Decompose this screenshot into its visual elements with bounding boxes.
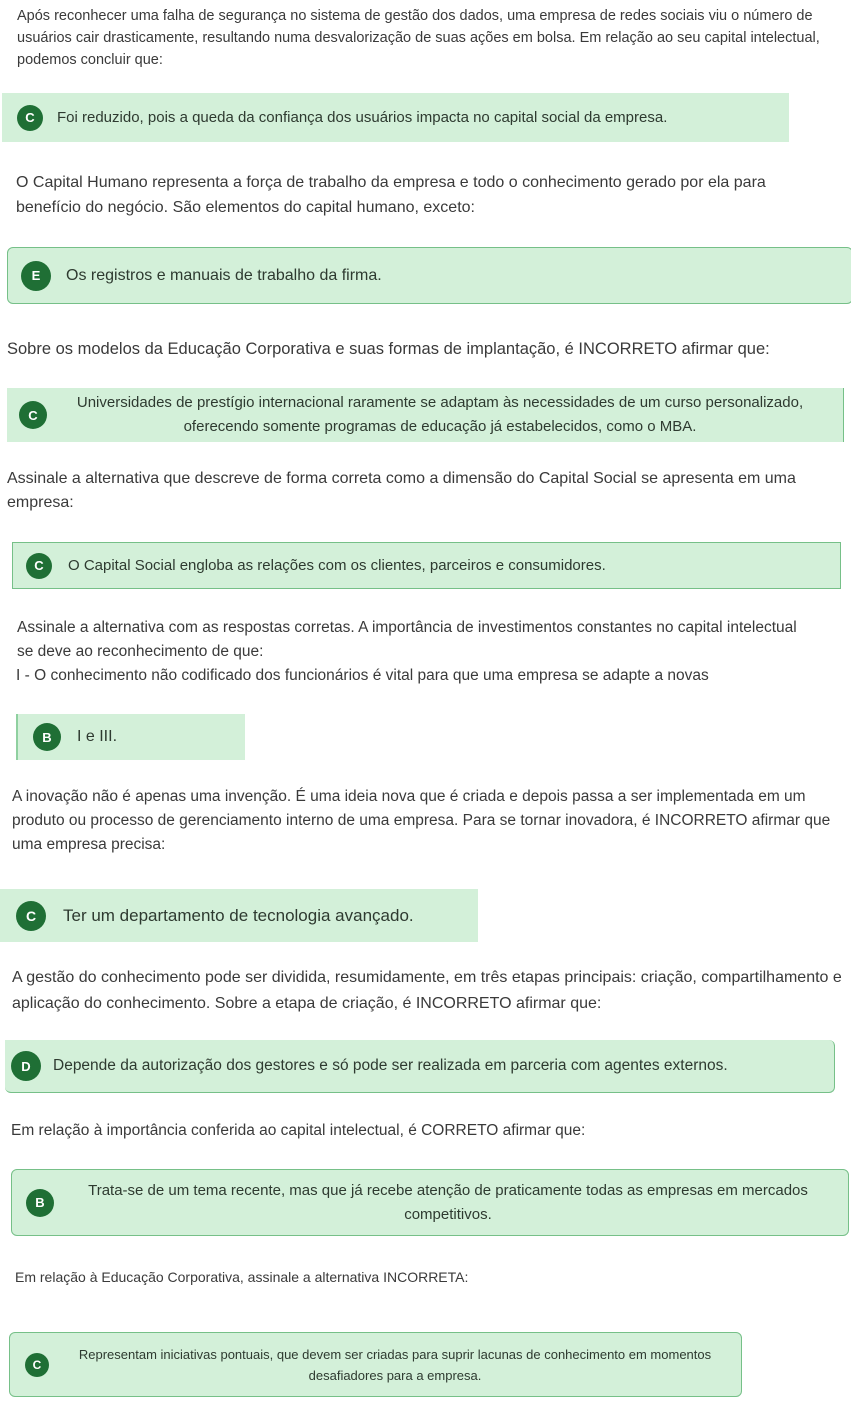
- answer-letter-badge: B: [33, 723, 61, 751]
- answer-text: Universidades de prestígio internacional raramente se adaptam às necessidades de um curso personalizado, oferecendo somente programas de educação já estabelecidos, como o MBA.: [76, 394, 804, 435]
- answer-text: Trata-se de um tema recente, mas que já recebe atenção de praticamente todas as empresas em mercados competitivos.: [88, 1181, 808, 1223]
- question-text: Em relação à Educação Corporativa, assinale a alternativa INCORRETA:: [15, 1269, 469, 1285]
- question-text: Sobre os modelos da Educação Corporativa e suas formas de implantação, é INCORRETO afirmar que:: [7, 340, 770, 358]
- answer-box: [12, 542, 841, 589]
- answer-box: [7, 388, 844, 442]
- answer-box: [11, 1169, 849, 1236]
- answer-box: [2, 93, 789, 142]
- question-text: Após reconhecer uma falha de segurança no sistema de gestão dos dados, uma empresa de redes sociais viu o número de usuários cair drasticamente, resultando numa desvalorização de suas ações em bolsa. Em relação ao seu capital intelectual, podemos concluir que:: [17, 8, 820, 68]
- question-text: A gestão do conhecimento pode ser dividida, resumidamente, em três etapas principais: criação, compartilhamento e aplicação do conhecimento. Sobre a etapa de criação, é INCORRETO afirmar que:: [12, 969, 842, 1012]
- answer-text: Os registros e manuais de trabalho da firma.: [66, 266, 382, 284]
- answer-letter-badge: C: [26, 553, 52, 579]
- question-text-continued: I - O conhecimento não codificado dos funcionários é vital para que uma empresa se adapte a novas: [16, 667, 709, 684]
- answer-text: Representam iniciativas pontuais, que devem ser criadas para suprir lacunas de conhecimento em momentos desafiadores para a empresa.: [78, 1346, 712, 1383]
- question-text: A inovação não é apenas uma invenção. É uma ideia nova que é criada e depois passa a ser implementada em um produto ou processo de gerenciamento interno de uma empresa. Para se tornar inovadora, é INCORRETO afirmar que uma empresa precisa:: [12, 788, 831, 853]
- answer-text: Ter um departamento de tecnologia avançado.: [63, 905, 414, 925]
- answer-box: [0, 889, 478, 942]
- answer-letter-badge: D: [11, 1051, 41, 1081]
- answer-letter-badge: C: [17, 105, 43, 131]
- answer-letter-badge: E: [21, 261, 51, 291]
- question-text: Em relação à importância conferida ao capital intelectual, é CORRETO afirmar que:: [11, 1122, 586, 1139]
- answer-letter-badge: B: [26, 1189, 54, 1217]
- answer-letter-badge: C: [19, 401, 47, 429]
- answer-letter-badge: C: [16, 901, 46, 931]
- answer-text: O Capital Social engloba as relações com os clientes, parceiros e consumidores.: [68, 557, 606, 574]
- answer-text: Foi reduzido, pois a queda da confiança dos usuários impacta no capital social da empresa.: [57, 109, 668, 126]
- question-text: O Capital Humano representa a força de trabalho da empresa e todo o conhecimento gerado por ela para benefício do negócio. São elementos do capital humano, exceto:: [16, 174, 766, 216]
- answer-text: Depende da autorização dos gestores e só pode ser realizada em parceria com agentes externos.: [53, 1057, 728, 1074]
- question-text: Assinale a alternativa com as respostas corretas. A importância de investimentos constantes no capital intelectual se deve ao reconhecimento de que:: [17, 619, 797, 660]
- answer-box: [5, 1040, 835, 1093]
- answer-box: [7, 247, 851, 304]
- answer-letter-badge: C: [25, 1353, 49, 1377]
- answer-box: [9, 1332, 742, 1397]
- answer-box: [16, 714, 245, 760]
- question-text: Assinale a alternativa que descreve de forma correta como a dimensão do Capital Social se apresenta em uma empresa:: [7, 470, 796, 511]
- answer-text: I e III.: [77, 728, 118, 745]
